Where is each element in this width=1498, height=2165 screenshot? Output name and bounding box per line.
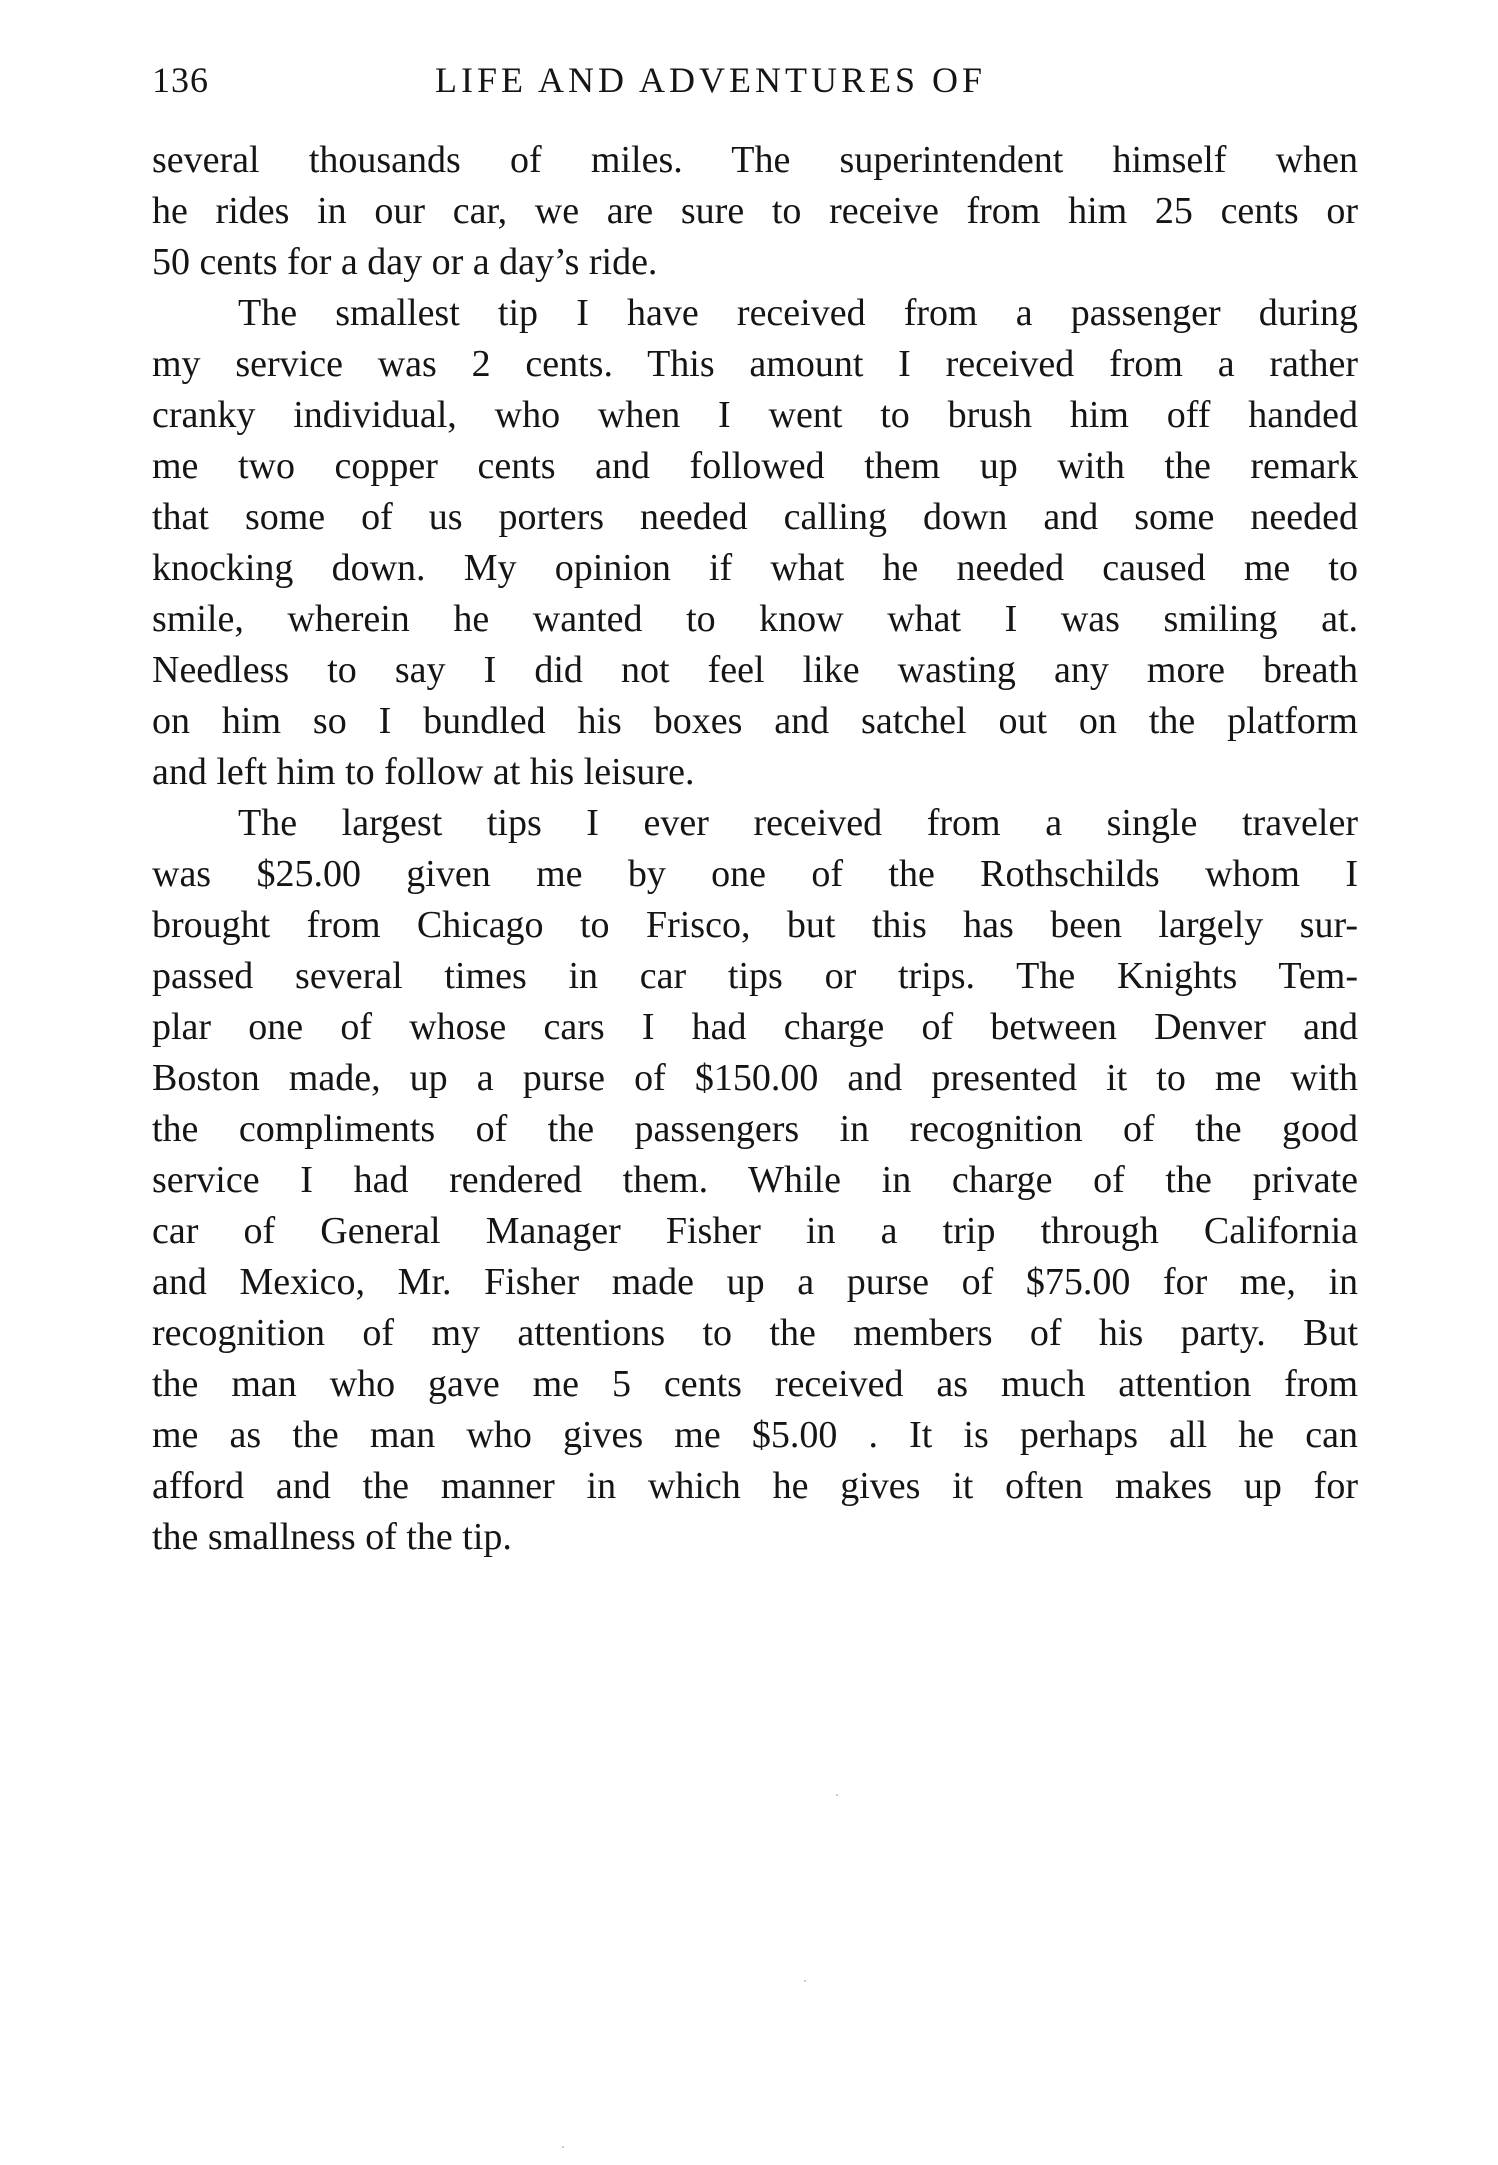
- page-header: [152, 50, 1352, 110]
- text-line: brought from Chicago to Frisco, but this has been largely sur-: [152, 904, 1358, 946]
- text-line: car of General Manager Fisher in a trip through California: [152, 1210, 1358, 1252]
- text-line: Needless to say I did not feel like wasting any more breath: [152, 649, 1358, 691]
- scan-speck: [836, 1794, 838, 1796]
- text-line: the smallness of the tip.: [152, 1516, 512, 1558]
- text-line: me as the man who gives me $5.00 . It is perhaps all he can: [152, 1414, 1358, 1456]
- paragraph: [152, 135, 1358, 288]
- text-line: he rides in our car, we are sure to receive from him 25 cents or: [152, 190, 1358, 232]
- text-line: service I had rendered them. While in charge of the private: [152, 1159, 1358, 1201]
- paragraph: [152, 798, 1358, 1563]
- text-line: several thousands of miles. The superintendent himself when: [152, 139, 1358, 181]
- text-line: smile, wherein he wanted to know what I was smiling at.: [152, 598, 1358, 640]
- text-line: cranky individual, who when I went to brush him off handed: [152, 394, 1358, 436]
- text-line: recognition of my attentions to the members of his party. But: [152, 1312, 1358, 1354]
- text-line: and Mexico, Mr. Fisher made up a purse of $75.00 for me, in: [152, 1261, 1358, 1303]
- text-line: the man who gave me 5 cents received as much attention from: [152, 1363, 1358, 1405]
- scan-speck: [562, 2146, 564, 2148]
- text-line: the compliments of the passengers in recognition of the good: [152, 1108, 1358, 1150]
- text-line: was $25.00 given me by one of the Rothschilds whom I: [152, 853, 1358, 895]
- text-line: my service was 2 cents. This amount I received from a rather: [152, 343, 1358, 385]
- text-line: that some of us porters needed calling down and some needed: [152, 496, 1358, 538]
- text-line: 50 cents for a day or a day’s ride.: [152, 241, 658, 283]
- text-line: The largest tips I ever received from a single traveler: [238, 802, 1358, 844]
- running-head: LIFE AND ADVENTURES OF: [435, 60, 987, 100]
- text-line: and left him to follow at his leisure.: [152, 751, 695, 793]
- text-line: knocking down. My opinion if what he needed caused me to: [152, 547, 1358, 589]
- text-line: passed several times in car tips or trips. The Knights Tem-: [152, 955, 1358, 997]
- text-line: plar one of whose cars I had charge of between Denver and: [152, 1006, 1358, 1048]
- text-line: afford and the manner in which he gives it often makes up for: [152, 1465, 1358, 1507]
- text-line: Boston made, up a purse of $150.00 and presented it to me with: [152, 1057, 1358, 1099]
- paragraph: [152, 288, 1358, 798]
- text-line: on him so I bundled his boxes and satchel out on the platform: [152, 700, 1358, 742]
- body-text: [152, 135, 1358, 1563]
- text-line: The smallest tip I have received from a passenger during: [238, 292, 1358, 334]
- page-number: 136: [152, 60, 209, 100]
- text-line: me two copper cents and followed them up with the remark: [152, 445, 1358, 487]
- scan-speck: [804, 1980, 806, 1982]
